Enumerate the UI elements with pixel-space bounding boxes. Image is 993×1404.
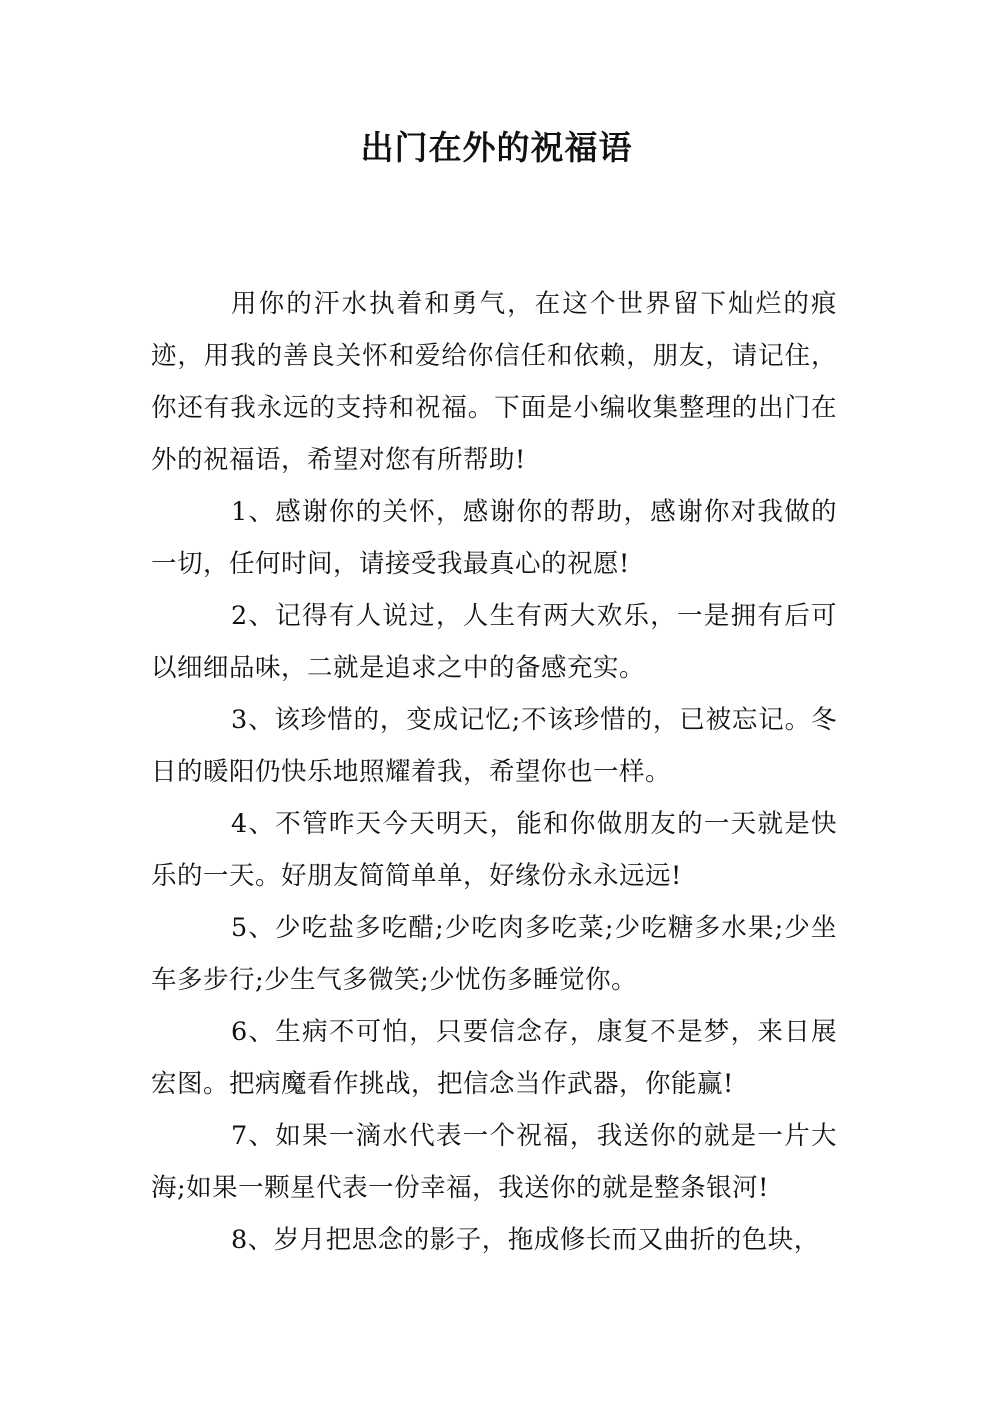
blessing-item-6: 6、生病不可怕，只要信念存，康复不是梦，来日展宏图。把病魔看作挑战，把信念当作武器，你能赢! xyxy=(151,1017,837,1099)
blessing-item-7: 7、如果一滴水代表一个祝福，我送你的就是一片大海;如果一颗星代表一份幸福，我送你的就是整条银河! xyxy=(151,1121,837,1203)
blessing-item-1: 1、感谢你的关怀，感谢你的帮助，感谢你对我做的一切，任何时间，请接受我最真心的祝愿! xyxy=(151,497,837,579)
intro-paragraph: 用你的汗水执着和勇气，在这个世界留下灿烂的痕迹，用我的善良关怀和爱给你信任和依赖，朋友，请记住，你还有我永远的支持和祝福。下面是小编收集整理的出门在外的祝福语，希望对您有所帮助! xyxy=(151,289,837,475)
blessing-item-4: 4、不管昨天今天明天，能和你做朋友的一天就是快乐的一天。好朋友简简单单，好缘份永永远远! xyxy=(151,809,837,891)
document-body xyxy=(151,278,837,1266)
blessing-item-5: 5、少吃盐多吃醋;少吃肉多吃菜;少吃糖多水果;少坐车多步行;少生气多微笑;少忧伤多睡觉你。 xyxy=(151,913,837,995)
blessing-item-8: 8、岁月把思念的影子，拖成修长而又曲折的色块， xyxy=(231,1225,820,1255)
blessing-item-2: 2、记得有人说过，人生有两大欢乐，一是拥有后可以细细品味，二就是追求之中的备感充实。 xyxy=(151,601,837,683)
blessing-item-3: 3、该珍惜的，变成记忆;不该珍惜的，已被忘记。冬日的暖阳仍快乐地照耀着我，希望你也一样。 xyxy=(151,705,837,787)
document-title: 出门在外的祝福语 xyxy=(360,128,633,167)
